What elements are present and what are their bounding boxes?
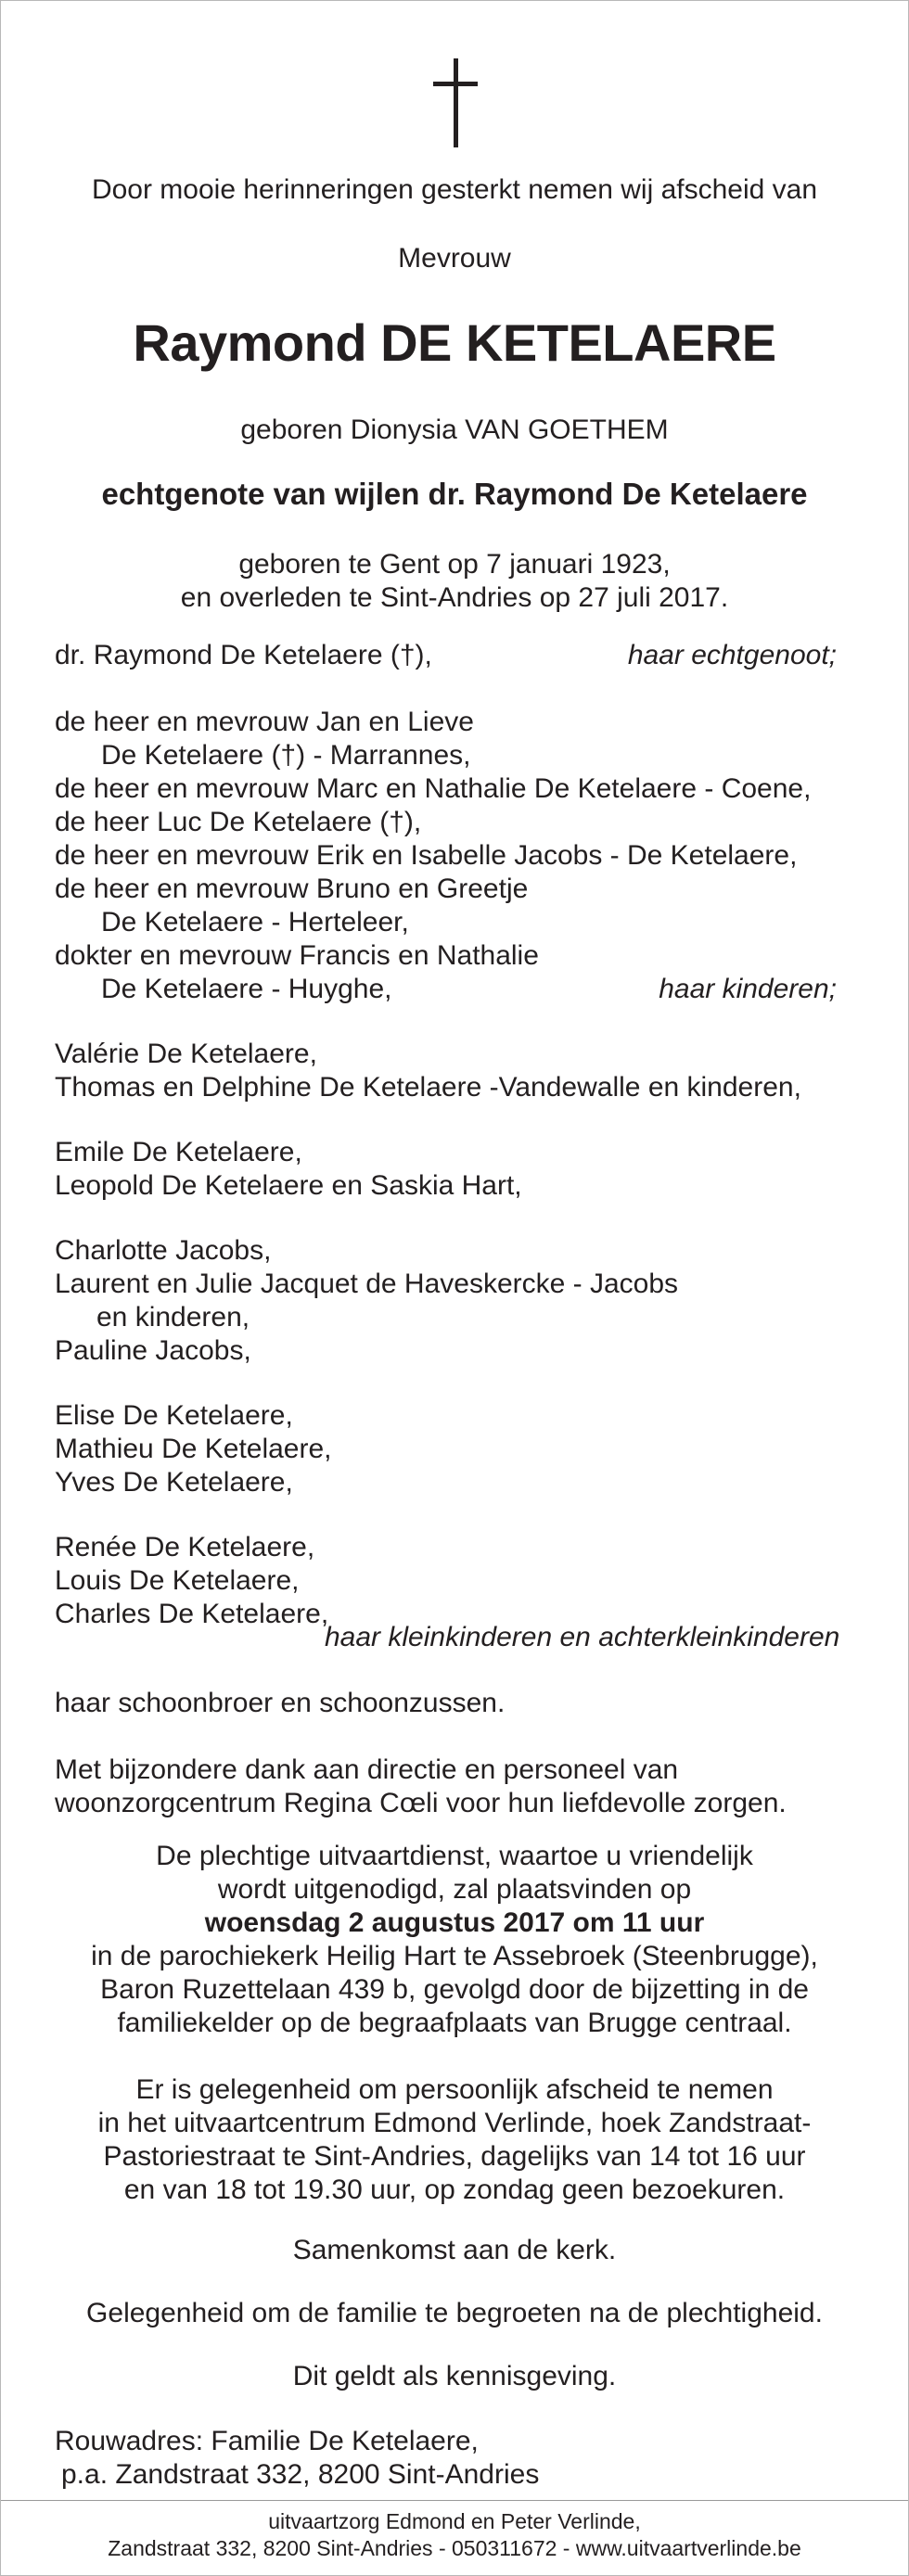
child-line: De Ketelaere - Huyghe,	[101, 974, 392, 1004]
grandchildren-role: haar kleinkinderen en achterkleinkinderen	[325, 1622, 840, 1652]
cross-icon	[433, 58, 478, 147]
child-line: De Ketelaere (†) - Marrannes,	[101, 740, 471, 771]
thanks-line: Met bijzondere dank aan directie en personeel van	[55, 1754, 679, 1785]
child-line: de heer en mevrouw Marc en Nathalie De Ketelaere - Coene,	[55, 773, 812, 804]
birth-name: geboren Dionysia VAN GOETHEM	[240, 414, 669, 445]
service-line: in de parochiekerk Heilig Hart te Assebroek (Steenbrugge),	[91, 1941, 818, 1971]
grandchild-line: Renée De Ketelaere,	[55, 1532, 315, 1562]
footer-line: Zandstraat 332, 8200 Sint-Andries - 050311672 - www.uitvaartverlinde.be	[108, 2536, 801, 2560]
birth-text: geboren te Gent op 7 januari 1923,	[238, 549, 671, 580]
in-laws-text: haar schoonbroer en schoonzussen.	[55, 1688, 506, 1718]
intro-text: Door mooie herinneringen gesterkt nemen wij afscheid van	[91, 174, 818, 205]
grandchild-line: Elise De Ketelaere,	[55, 1400, 293, 1431]
grandchild-line: Louis De Ketelaere,	[55, 1565, 300, 1596]
grandchild-line: Charlotte Jacobs,	[55, 1235, 272, 1266]
child-line: De Ketelaere - Herteleer,	[101, 907, 409, 937]
husband-name: dr. Raymond De Ketelaere (†),	[55, 640, 432, 670]
footer-divider	[1, 2500, 908, 2501]
grandchild-line: en kinderen,	[96, 1302, 250, 1333]
children-role: haar kinderen;	[659, 974, 837, 1004]
grandchild-line: Thomas en Delphine De Ketelaere -Vandewalle en kinderen,	[55, 1072, 801, 1103]
spouse-text: echtgenote van wijlen dr. Raymond De Ketelaere	[101, 477, 808, 511]
farewell-line: in het uitvaartcentrum Edmond Verlinde, hoek Zandstraat-	[97, 2108, 812, 2138]
address-line: Rouwadres: Familie De Ketelaere,	[55, 2426, 479, 2456]
grandchild-line: Valérie De Ketelaere,	[55, 1039, 317, 1069]
farewell-line: Pastoriestraat te Sint-Andries, dagelijks van 14 tot 16 uur	[103, 2141, 806, 2172]
footer-line: uitvaartzorg Edmond en Peter Verlinde,	[268, 2509, 641, 2533]
service-line: familiekelder op de begraafplaats van Brugge centraal.	[117, 2008, 792, 2038]
address-line: p.a. Zandstraat 332, 8200 Sint-Andries	[61, 2459, 540, 2490]
grandchild-line: Yves De Ketelaere,	[55, 1467, 293, 1498]
death-text: en overleden te Sint-Andries op 27 juli 2017.	[180, 582, 729, 613]
child-line: de heer Luc De Ketelaere (†),	[55, 807, 422, 837]
greeting-text: Gelegenheid om de familie te begroeten na de plechtigheid.	[86, 2298, 823, 2328]
grandchild-line: Laurent en Julie Jacquet de Haveskercke - Jacobs	[55, 1269, 679, 1299]
deceased-name: Raymond DE KETELAERE	[133, 313, 776, 372]
child-line: dokter en mevrouw Francis en Nathalie	[55, 940, 539, 971]
service-date: woensdag 2 augustus 2017 om 11 uur	[204, 1907, 705, 1938]
grandchild-line: Leopold De Ketelaere en Saskia Hart,	[55, 1170, 522, 1201]
husband-role: haar echtgenoot;	[627, 640, 837, 670]
child-line: de heer en mevrouw Bruno en Greetje	[55, 874, 529, 904]
child-line: de heer en mevrouw Erik en Isabelle Jacobs - De Ketelaere,	[55, 840, 798, 871]
farewell-line: Er is gelegenheid om persoonlijk afscheid te nemen	[135, 2074, 774, 2105]
service-line: wordt uitgenodigd, zal plaatsvinden op	[217, 1874, 692, 1905]
notice-text: Dit geldt als kennisgeving.	[292, 2361, 617, 2391]
gathering-text: Samenkomst aan de kerk.	[292, 2235, 617, 2265]
title-text: Mevrouw	[398, 243, 511, 274]
grandchild-line: Charles De Ketelaere,	[55, 1599, 329, 1629]
child-line: de heer en mevrouw Jan en Lieve	[55, 707, 474, 737]
grandchild-line: Emile De Ketelaere,	[55, 1137, 302, 1167]
grandchild-line: Pauline Jacobs,	[55, 1335, 251, 1366]
thanks-line: woonzorgcentrum Regina Cœli voor hun liefdevolle zorgen.	[55, 1788, 787, 1818]
grandchild-line: Mathieu De Ketelaere,	[55, 1434, 332, 1464]
service-line: De plechtige uitvaartdienst, waartoe u vriendelijk	[156, 1841, 753, 1871]
service-line: Baron Ruzettelaan 439 b, gevolgd door de bijzetting in de	[100, 1974, 809, 2005]
farewell-line: en van 18 tot 19.30 uur, op zondag geen bezoekuren.	[123, 2174, 786, 2205]
